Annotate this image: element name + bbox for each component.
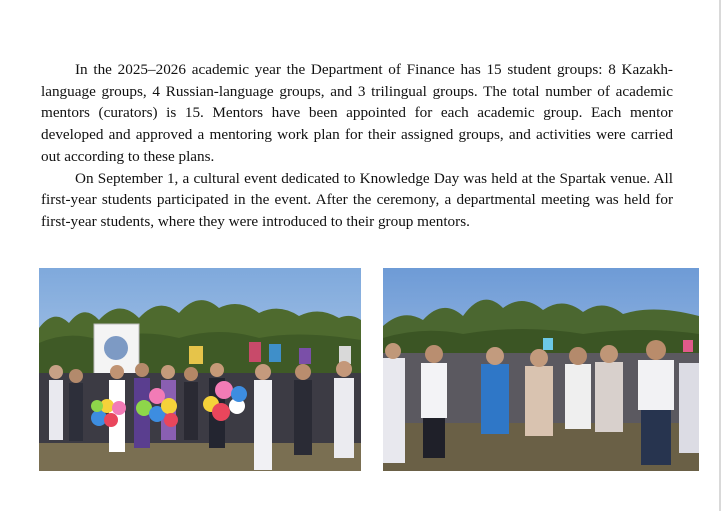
document-text	[41, 59, 673, 233]
paragraph-2: On September 1, a cultural event dedicated to Knowledge Day was held at the Spartak venue. All first-year students participated in the event. After the ceremony, a departmental meeting was held for first-year students, where they were introduced to their group mentors.	[41, 169, 673, 230]
photo-knowledge-day-students	[39, 268, 361, 471]
paragraph-1: In the 2025–2026 academic year the Department of Finance has 15 student groups: 8 Kazakh-language groups, 4 Russian-language groups, and 3 trilingual groups. The total number of academic mentors (curators) is 15. Mentors have been appointed for each academic group. Each mentor developed and approved a mentoring work plan for their assigned groups, and activities were carried out according to these plans.	[41, 61, 673, 165]
photo-departmental-meeting	[383, 268, 699, 471]
